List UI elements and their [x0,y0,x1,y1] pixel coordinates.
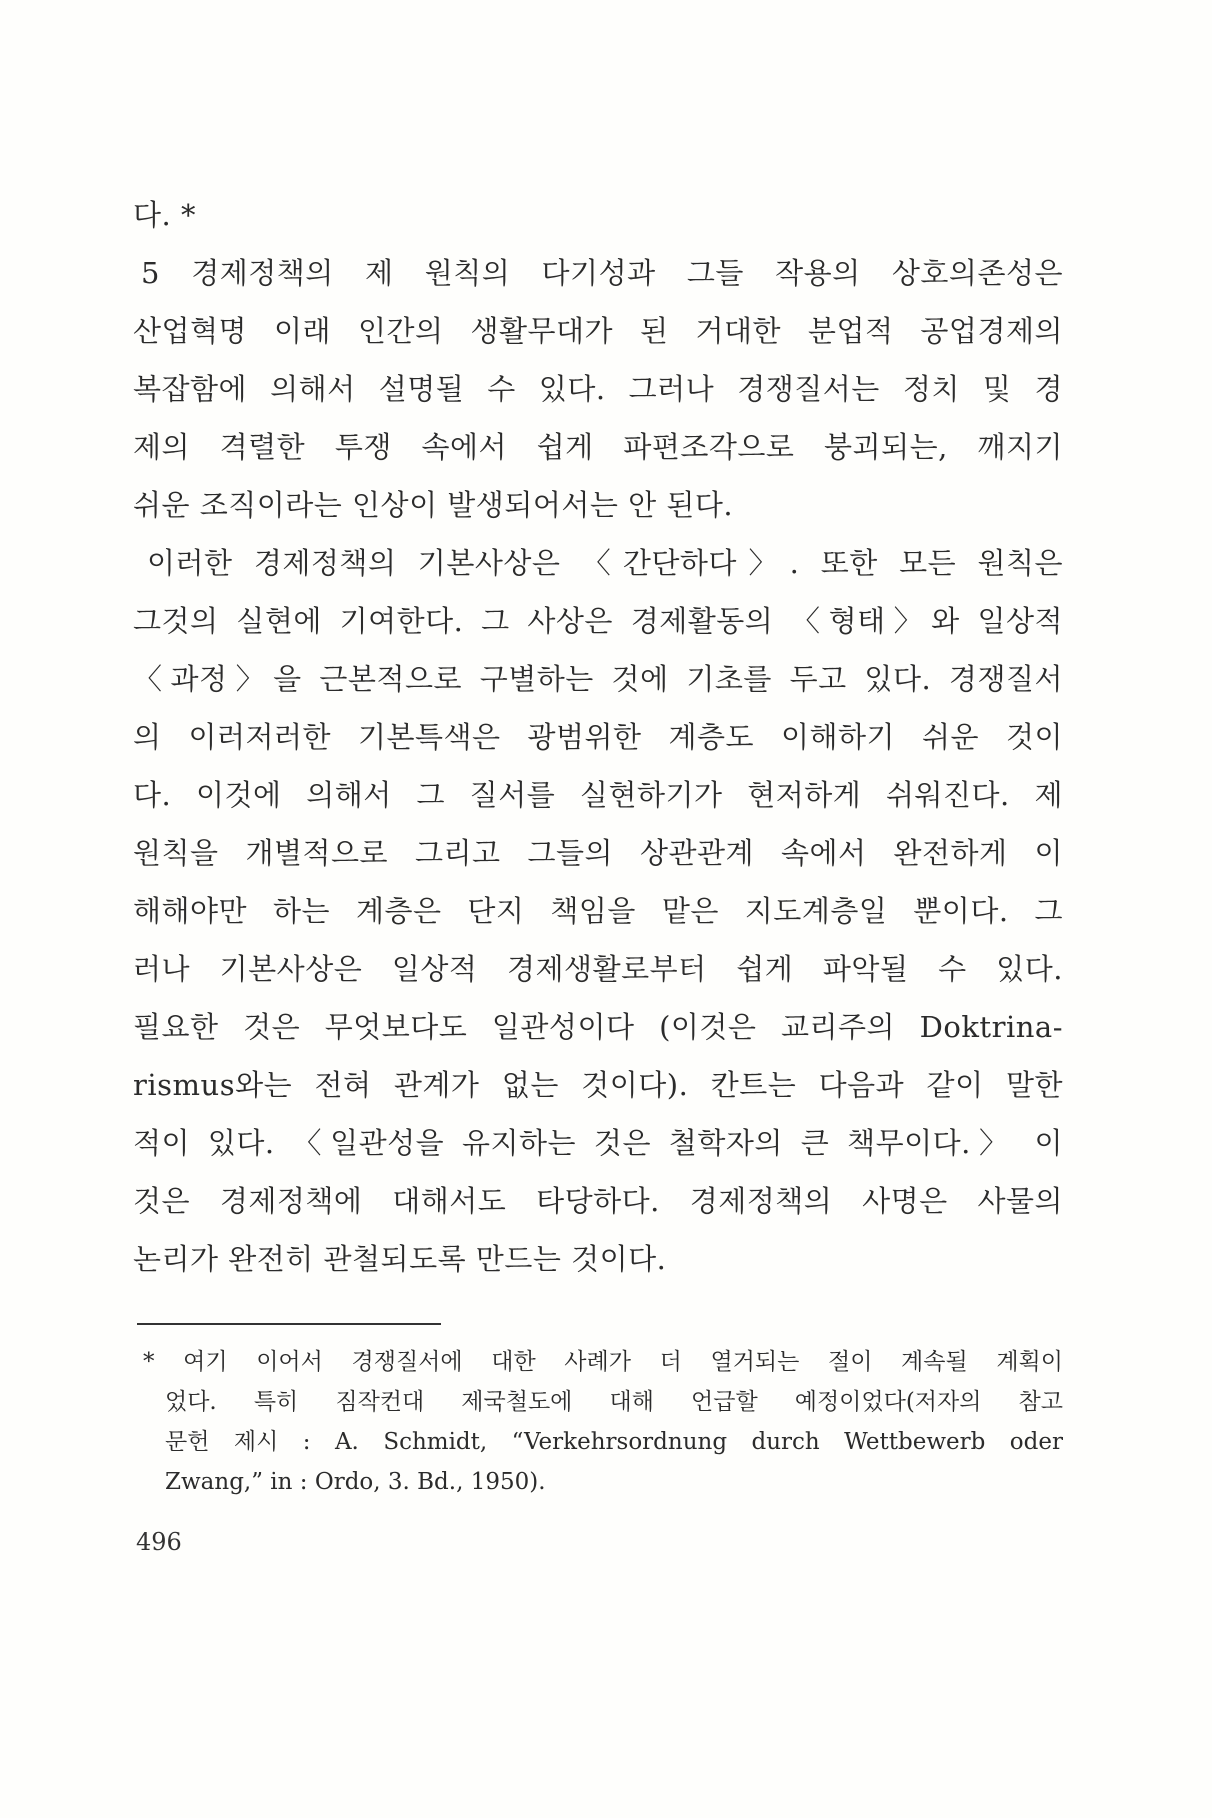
text-line: 그것의 실현에 기여한다. 그 사상은 경제활동의 〈형태〉와 일상적 [133,604,1063,638]
text-line: 산업혁명 이래 인간의 생활무대가 된 거대한 분업적 공업경제의 [133,314,1063,348]
text-line: 다. * [133,198,196,232]
paragraph-start-line: 5 경제정책의 제 원칙의 다기성과 그들 작용의 상호의존성은 [141,256,1063,290]
footnote-divider [137,1323,441,1325]
text-line: 적이 있다. 〈일관성을 유지하는 것은 철학자의 큰 책무이다.〉 이 [133,1126,1063,1160]
footnote-line: * 여기 이어서 경쟁질서에 대한 사례가 더 열거되는 절이 계속될 계획이 [143,1349,1063,1375]
text-line: 필요한 것은 무엇보다도 일관성이다 (이것은 교리주의 Doktrina- [133,1010,1063,1044]
text-line: 러나 기본사상은 일상적 경제생활로부터 쉽게 파악될 수 있다. [133,952,1063,986]
text-line: 것은 경제정책에 대해서도 타당하다. 경제정책의 사명은 사물의 [133,1184,1063,1218]
text-line: 해해야만 하는 계층은 단지 책임을 맡은 지도계층일 뿐이다. 그 [133,894,1063,928]
body-text [133,186,1063,1288]
footnote-line: 문헌 제시 : A. Schmidt, “Verkehrsordnung durch Wettbewerb oder [165,1429,1063,1455]
footnote-line: Zwang,” in : Ordo, 3. Bd., 1950). [165,1469,546,1495]
paragraph-start-line: 이러한 경제정책의 기본사상은 〈간단하다〉. 또한 모든 원칙은 [147,546,1063,580]
text-line: 다. 이것에 의해서 그 질서를 실현하기가 현저하게 쉬워진다. 제 [133,778,1063,812]
text-line: 복잡함에 의해서 설명될 수 있다. 그러나 경쟁질서는 정치 및 경 [133,372,1063,406]
text-line: 의 이러저러한 기본특색은 광범위한 계층도 이해하기 쉬운 것이 [133,720,1063,754]
footnote-line: 었다. 특히 짐작컨대 제국철도에 대해 언급할 예정이었다(저자의 참고 [165,1389,1063,1415]
text-line: 쉬운 조직이라는 인상이 발생되어서는 안 된다. [133,488,734,522]
text-line: 원칙을 개별적으로 그리고 그들의 상관관계 속에서 완전하게 이 [133,836,1063,870]
page-number: 496 [136,1528,182,1556]
text-line: rismus와는 전혀 관계가 없는 것이다). 칸트는 다음과 같이 말한 [133,1068,1063,1102]
text-line: 논리가 완전히 관철되도록 만드는 것이다. [133,1242,667,1276]
text-line: 〈과정〉을 근본적으로 구별하는 것에 기초를 두고 있다. 경쟁질서 [133,662,1063,696]
footnote [143,1342,1063,1502]
text-line: 제의 격렬한 투쟁 속에서 쉽게 파편조각으로 붕괴되는, 깨지기 [133,430,1063,464]
